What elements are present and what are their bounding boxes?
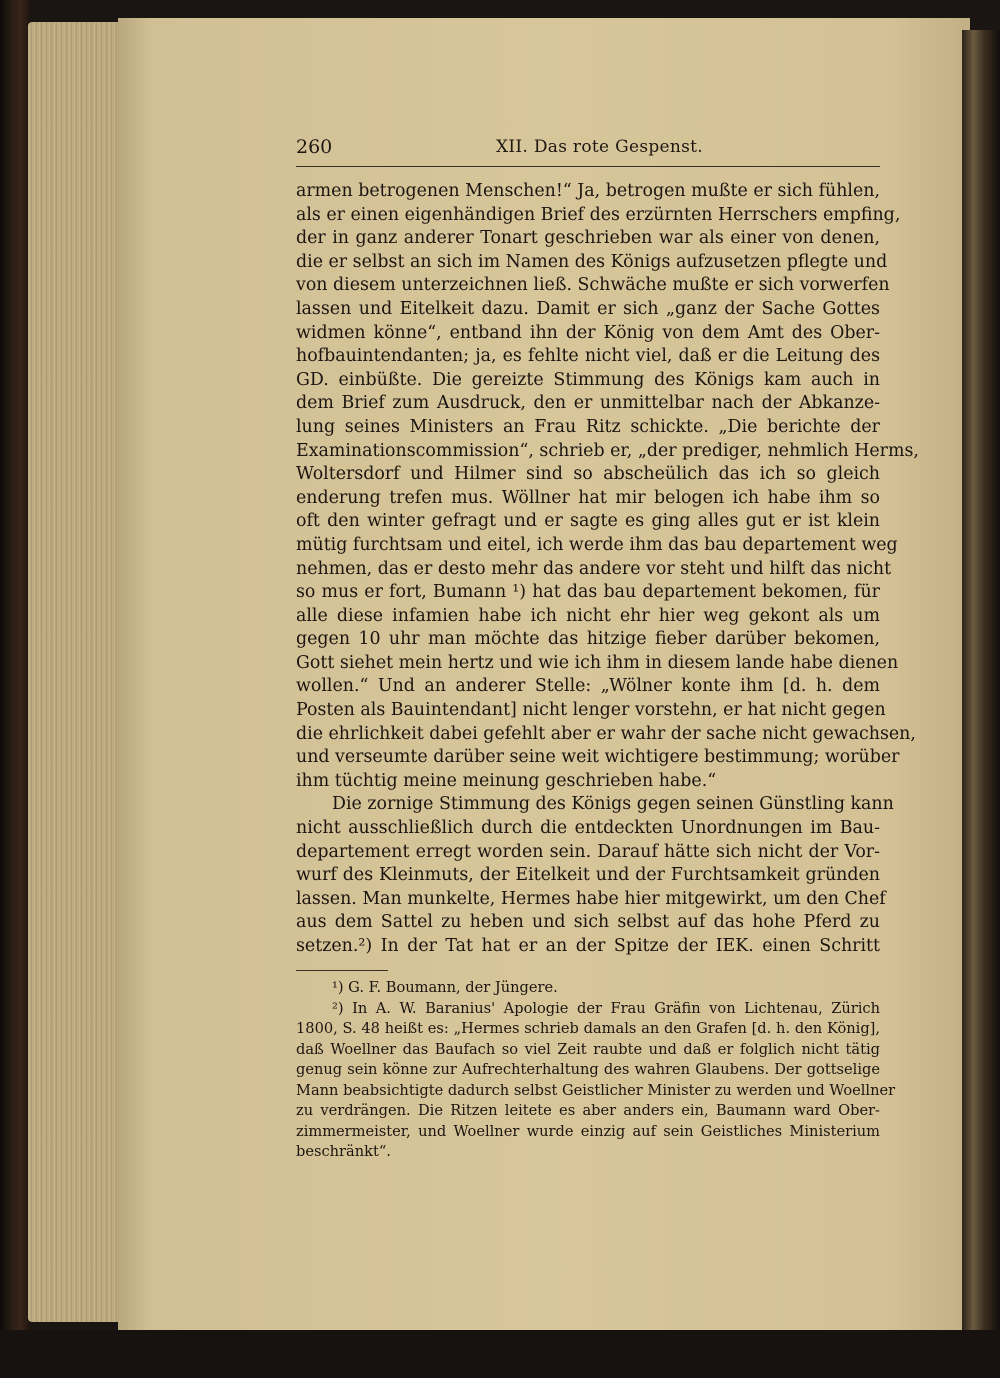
text-line: gegen 10 uhr man möchte das hitzige fieber darüber bekomen, — [296, 629, 880, 650]
footnotes — [296, 978, 896, 1163]
book-spine — [0, 0, 30, 1378]
body-text — [296, 180, 919, 959]
text-line: armen betrogenen Menschen!“ Ja, betrogen mußte er sich fühlen, — [296, 181, 880, 201]
text-line: lassen. Man munkelte, Hermes habe hier mitgewirkt, um den Chef — [296, 888, 886, 909]
page-number: 260 — [296, 136, 333, 158]
text-line: departement erregt worden sein. Darauf hätte sich nicht der Vor- — [296, 841, 880, 862]
text-line: und verseumte darüber seine weit wichtigere bestimmung; worüber — [296, 747, 900, 768]
footnote-line: 1800, S. 48 heißt es: „Hermes schrieb damals an den Grafen [d. h. den König], — [296, 1020, 880, 1037]
text-line: hofbauintendanten; ja, es fehlte nicht viel, daß er die Leitung des — [296, 346, 880, 367]
text-line: lung seines Ministers an Frau Ritz schickte. „Die berichte der — [296, 416, 880, 437]
text-line: als er einen eigenhändigen Brief des erzürnten Herrschers empfing, — [296, 204, 901, 225]
footnote-line: zimmermeister, und Woellner wurde einzig auf sein Geistliches Ministerium — [296, 1122, 880, 1140]
footnote-line: zu verdrängen. Die Ritzen leitete es aber anders ein, Baumann ward Ober- — [296, 1102, 880, 1119]
text-line: so mus er fort, Bumann ¹) hat das bau departement bekomen, für — [296, 582, 880, 603]
footnote-line: ¹) G. F. Boumann, der Jüngere. — [332, 979, 558, 996]
text-line: widmen könne“, entband ihn der König von dem Amt des Ober- — [296, 322, 880, 343]
text-line: wollen.“ Und an anderer Stelle: „Wölner konte ihm [d. h. dem — [296, 676, 880, 697]
text-line: nicht ausschließlich durch die entdeckten Unordnungen im Bau- — [296, 818, 880, 839]
footnote-line: beschränkt“. — [296, 1143, 391, 1160]
footnote-line: Mann beabsichtigte dadurch selbst Geistlicher Minister zu werden und Woellner — [296, 1081, 896, 1099]
footnote-line: ²) In A. W. Baranius' Apologie der Frau Gräfin von Lichtenau, Zürich — [332, 999, 880, 1017]
running-title: XII. Das rote Gespenst. — [496, 137, 704, 157]
text-line: die er selbst an sich im Namen des Königs aufzusetzen pflegte und — [296, 251, 888, 272]
text-line: enderung trefen mus. Wöllner hat mir belogen ich habe ihm so — [296, 487, 880, 508]
text-line: GD. einbüßte. Die gereizte Stimmung des Königs kam auch in — [296, 369, 880, 390]
text-line: Gott siehet mein hertz und wie ich ihm in diesem lande habe dienen — [296, 652, 899, 673]
text-line: die ehrlichkeit dabei gefehlt aber er wahr der sache nicht gewachsen, — [296, 723, 916, 744]
text-line: setzen.²) In der Tat hat er an der Spitze der IEK. einen Schritt — [296, 936, 880, 956]
binding-gutter — [962, 30, 1000, 1340]
header-rule — [296, 166, 880, 167]
text-line: mütig furchtsam und eitel, ich werde ihm das bau departement weg — [296, 534, 898, 555]
background-bottom — [0, 1330, 1000, 1378]
footnote-line: genug sein könne zur Aufrechterhaltung des wahren Glaubens. Der gottselige — [296, 1061, 880, 1078]
text-line: nehmen, das er desto mehr das andere vor steht und hilft das nicht — [296, 558, 892, 579]
running-header — [296, 136, 880, 164]
text-line: von diesem unterzeichnen ließ. Schwäche mußte er sich vorwerfen — [296, 275, 890, 296]
text-line: lassen und Eitelkeit dazu. Damit er sich „ganz der Sache Gottes — [296, 298, 880, 319]
text-line: alle diese infamien habe ich nicht ehr hier weg gekont als um — [296, 605, 880, 626]
text-line: Woltersdorf und Hilmer sind so abscheülich das ich so gleich — [296, 464, 880, 485]
footnote-rule — [296, 970, 388, 971]
page-edges-stack — [28, 22, 128, 1322]
text-line: Posten als Bauintendant] nicht lenger vorstehn, er hat nicht gegen — [296, 700, 886, 721]
text-line: ihm tüchtig meine meinung geschrieben habe.“ — [296, 770, 717, 791]
text-line: aus dem Sattel zu heben und sich selbst auf das hohe Pferd zu — [296, 912, 880, 933]
text-line: Die zornige Stimmung des Königs gegen seinen Günstling kann — [332, 794, 894, 815]
text-line: oft den winter gefragt und er sagte es ging alles gut er ist klein — [296, 511, 880, 532]
footnote-line: daß Woellner das Baufach so viel Zeit raubte und daß er folglich nicht tätig — [296, 1040, 880, 1058]
text-line: dem Brief zum Ausdruck, den er unmittelbar nach der Abkanze- — [296, 393, 880, 414]
text-line: wurf des Kleinmuts, der Eitelkeit und der Furchtsamkeit gründen — [296, 865, 880, 886]
text-line: Examinationscommission“, schrieb er, „der prediger, nehmlich Herms, — [296, 440, 919, 461]
text-line: der in ganz anderer Tonart geschrieben war als einer von denen, — [296, 228, 880, 249]
